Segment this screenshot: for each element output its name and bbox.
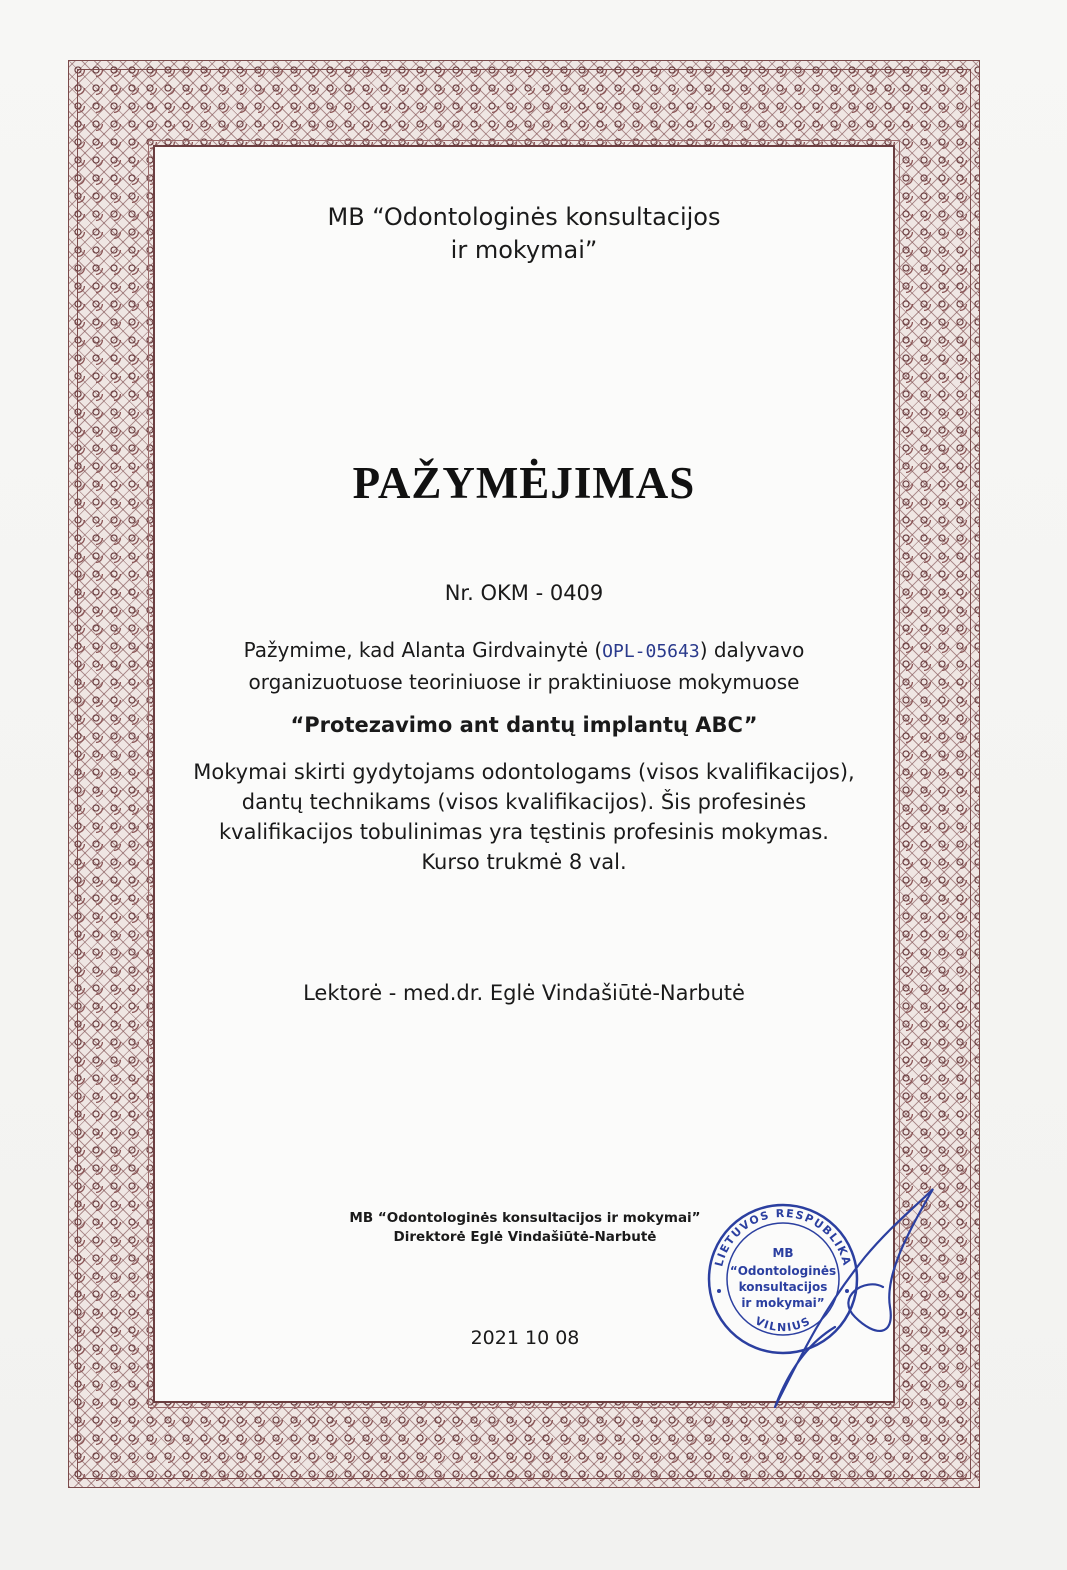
lecturer: Lektorė - med.dr. Eglė Vindašiūtė-Narbutė <box>303 981 745 1005</box>
stamp-graphic <box>703 1199 863 1359</box>
signatory-block <box>345 1209 705 1247</box>
attendance-statement <box>155 635 893 697</box>
stamp-top-text: LIETUVOS RESPUBLIKA <box>712 1206 854 1268</box>
stamp-line-3: konsultacijos <box>738 1280 828 1294</box>
stamp-inner-ring <box>727 1223 839 1335</box>
description-line-1: Mokymai skirti gydytojams odontologams (visos kvalifikacijos), <box>193 760 855 784</box>
certificate-number: Nr. OKM - 0409 <box>444 581 604 605</box>
issuer-line-2: ir mokymai” <box>450 236 598 264</box>
stamp-line-4: ir mokymai” <box>741 1296 825 1310</box>
handwritten-license-number: OPL-05643 <box>602 641 700 662</box>
issuer-line-1: MB “Odontologinės konsultacijos <box>327 203 721 231</box>
description-line-4: Kurso trukmė 8 val. <box>421 850 627 874</box>
description-line-3: kvalifikacijos tobulinimas yra tęstinis profesinis mokymas. <box>219 820 829 844</box>
attendance-text-after: ) dalyvavo <box>699 638 805 662</box>
stamp-dot-left <box>717 1289 721 1293</box>
signatory-org: MB “Odontologinės konsultacijos ir mokymai” <box>349 1210 701 1226</box>
stamp-line-2: “Odontologinės <box>729 1264 837 1278</box>
stamp-dot-right <box>845 1289 849 1293</box>
certificate-title: PAŽYMĖJIMAS <box>352 458 696 508</box>
attendance-text-before: Pažymime, kad Alanta Girdvainytė ( <box>243 638 603 662</box>
stamp-bottom-text: VILNIUS <box>752 1314 814 1335</box>
stamp-line-1: MB <box>772 1246 794 1260</box>
attendance-line-1 <box>155 635 893 667</box>
issue-date: 2021 10 08 <box>470 1327 580 1349</box>
issuer-name <box>155 201 893 267</box>
course-description <box>155 757 893 877</box>
description-line-2: dantų technikams (visos kvalifikacijos). Šis profesinės <box>241 790 807 814</box>
signatory-director: Direktorė Eglė Vindašiūtė-Narbutė <box>393 1229 657 1245</box>
attendance-line-2: organizuotuose teoriniuose ir praktiniuose mokymuose <box>248 670 800 694</box>
course-title: “Protezavimo ant dantų implantų ABC” <box>290 713 758 737</box>
certificate-body <box>153 145 895 1403</box>
official-stamp <box>703 1199 863 1359</box>
ornamental-border <box>68 60 980 1488</box>
